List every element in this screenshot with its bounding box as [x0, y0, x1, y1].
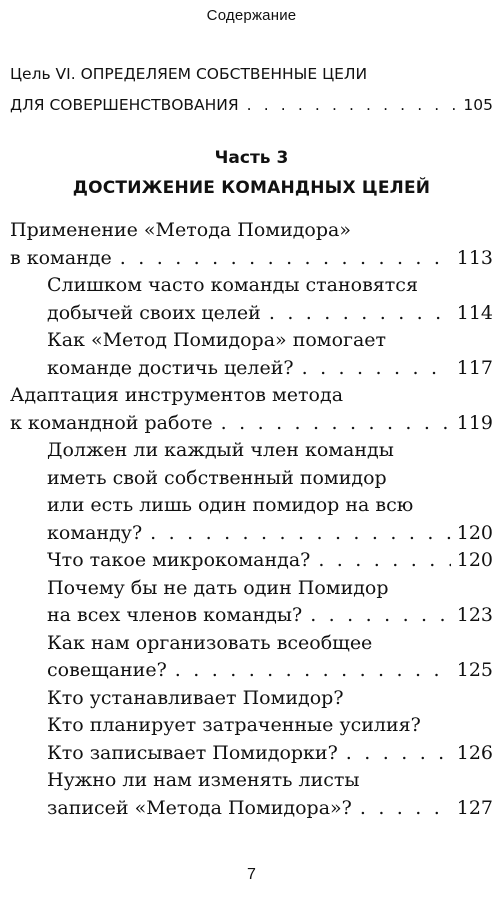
- toc-entry-text: Адаптация инструментов метода: [10, 384, 344, 406]
- dot-leader: [247, 91, 458, 119]
- toc-line: [10, 685, 493, 713]
- toc-page-number: 123: [456, 604, 493, 626]
- toc-page-number: 105: [463, 96, 493, 114]
- toc-line: [10, 300, 493, 328]
- toc-entry-text: Слишком часто команды становятся: [47, 274, 418, 296]
- toc-entry-text: Кто записывает Помидорки?: [47, 741, 338, 764]
- toc-entry-text: в команде: [10, 246, 112, 269]
- toc-page-number: 125: [456, 659, 493, 681]
- toc-goal-text: ДЛЯ СОВЕРШЕНСТВОВАНИЯ: [10, 96, 239, 114]
- page-number: 7: [247, 866, 256, 883]
- toc-line: [10, 602, 493, 630]
- toc-entry-text: записей «Метода Помидора»?: [47, 796, 352, 819]
- toc-goal-line-2: [10, 91, 493, 119]
- dot-leader: [346, 740, 451, 768]
- dot-leader: [310, 602, 451, 630]
- toc-line: [10, 272, 493, 300]
- toc-line: [10, 382, 493, 410]
- toc-entry-text: или есть лишь один помидор на всю: [47, 494, 414, 516]
- toc-line: [10, 657, 493, 685]
- toc-page-number: 114: [456, 301, 493, 324]
- toc-entry-text: Как нам организовать всеобщее: [47, 631, 373, 654]
- toc-line: [10, 795, 493, 823]
- toc-line: [10, 520, 493, 548]
- toc-line: [10, 630, 493, 658]
- running-head: Содержание: [206, 7, 297, 24]
- toc-entry-text: Что такое микрокоманда?: [47, 549, 311, 571]
- toc-page-number: 113: [456, 246, 493, 269]
- part-label: Часть 3: [214, 148, 289, 168]
- toc-entry-text: команде достичь целей?: [47, 356, 294, 379]
- toc-entry-text: совещание?: [47, 659, 167, 681]
- toc-entry-text: на всех членов команды?: [47, 604, 303, 626]
- dot-leader: [175, 657, 451, 685]
- dot-leader: [360, 795, 451, 823]
- toc-line: [10, 575, 493, 603]
- toc-goal-line-1: [10, 60, 493, 88]
- toc-page-number: 117: [456, 356, 493, 379]
- toc-page-number: 120: [456, 549, 493, 571]
- toc-line: [10, 410, 493, 438]
- toc-page-number: 119: [456, 411, 493, 434]
- toc-entry-text: Нужно ли нам изменять листы: [47, 769, 360, 791]
- toc-line: [10, 217, 493, 245]
- toc-line: [10, 712, 493, 740]
- toc-line: [10, 740, 493, 768]
- toc-line: [10, 437, 493, 465]
- dot-leader: [302, 355, 451, 383]
- toc-page-number: 120: [456, 521, 493, 544]
- toc-line: [10, 355, 493, 383]
- toc-line: [10, 245, 493, 273]
- toc-line: [10, 547, 493, 575]
- toc-page-number: 127: [456, 796, 493, 819]
- toc-entry-text: Почему бы не дать один Помидор: [47, 576, 389, 599]
- toc-entry-text: Применение «Метода Помидора»: [10, 219, 351, 241]
- toc-entry-text: команду?: [47, 521, 143, 544]
- toc-line: [10, 327, 493, 355]
- part-title: ДОСТИЖЕНИЕ КОМАНДНЫХ ЦЕЛЕЙ: [72, 178, 431, 198]
- dot-leader: [120, 245, 451, 273]
- toc-page-number: 126: [456, 741, 493, 764]
- dot-leader: [318, 547, 450, 575]
- toc-line: [10, 492, 493, 520]
- toc-line: [10, 767, 493, 795]
- toc-line: [10, 465, 493, 493]
- toc-entry-text: Как «Метод Помидора» помогает: [47, 329, 387, 351]
- toc-goal-text: Цель VI. ОПРЕДЕЛЯЕМ СОБСТВЕННЫЕ ЦЕЛИ: [10, 65, 368, 83]
- table-of-contents: [10, 217, 493, 822]
- toc-entry-text: Должен ли каждый член команды: [47, 439, 394, 461]
- toc-entry-text: добычей своих целей: [47, 301, 261, 324]
- toc-entry-text: Кто устанавливает Помидор?: [47, 686, 344, 709]
- dot-leader: [221, 410, 451, 438]
- toc-entry-text: Кто планирует затраченные усилия?: [47, 714, 421, 736]
- toc-entry-text: иметь свой собственный помидор: [47, 466, 387, 489]
- dot-leader: [150, 520, 451, 548]
- dot-leader: [269, 300, 451, 328]
- toc-entry-text: к командной работе: [10, 411, 213, 434]
